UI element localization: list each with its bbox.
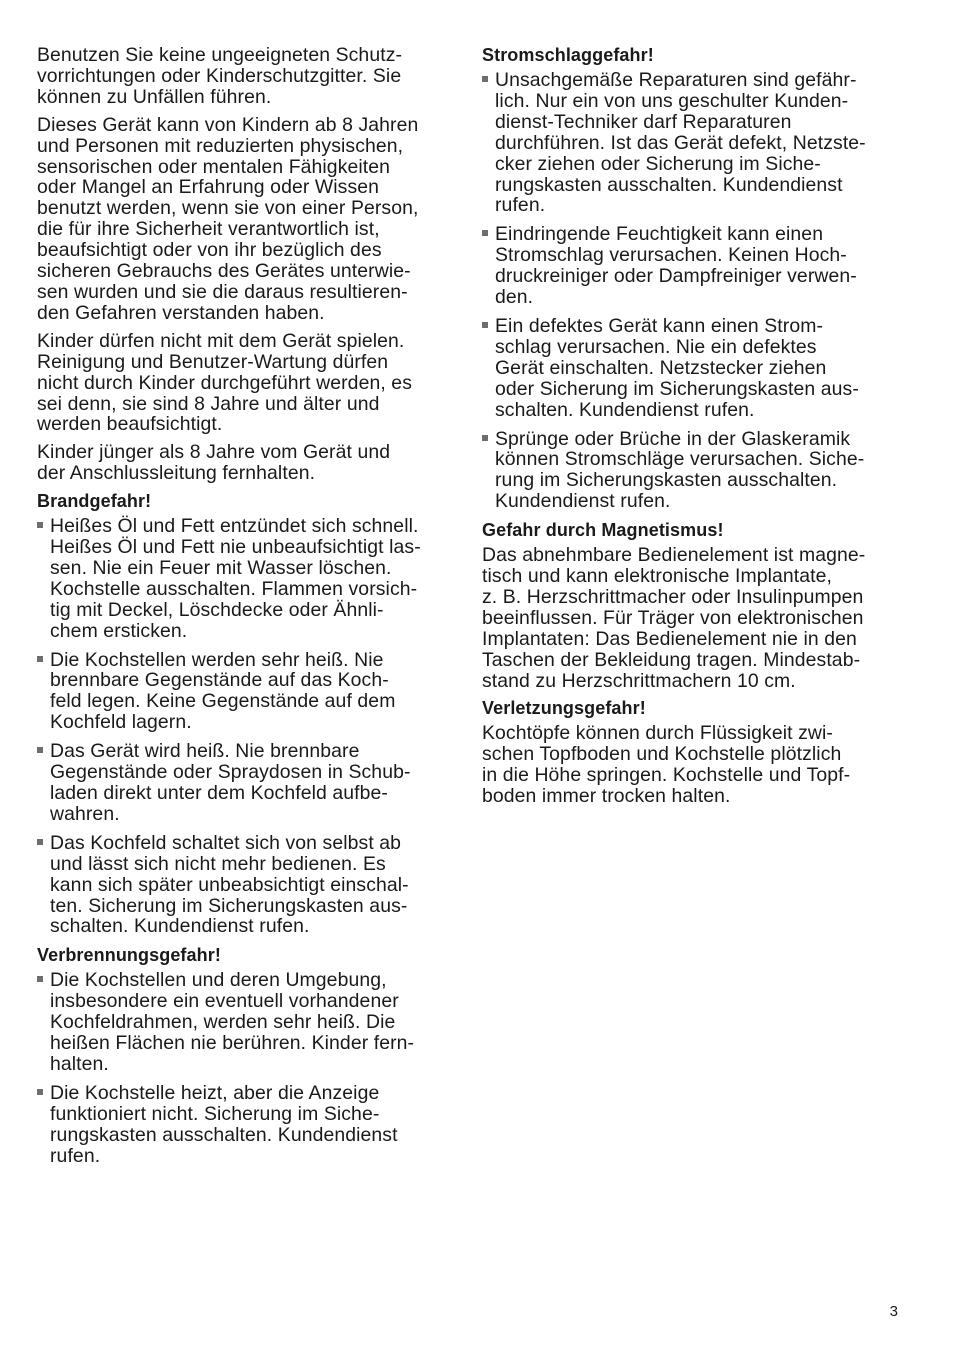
bullet-icon [37,522,43,528]
list-item: Ein defektes Gerät kann einen Strom- schlag verursachen. Nie ein defektes Gerät einschalten. Netzstecker ziehen oder Sicherung im Sicherungskasten aus- schalten. Kundendienst rufen. [482,316,910,421]
verletzungsgefahr-heading: Verletzungsgefahr! [482,698,646,719]
page-number: 3 [889,1303,898,1320]
list-item: Das Gerät wird heiß. Nie brennbare Gegenstände oder Spraydosen in Schub- laden direkt unter dem Kochfeld aufbe- wahren. [37,741,461,825]
bullet-icon [482,230,488,236]
intro-paragraph-3: Kinder dürfen nicht mit dem Gerät spielen. Reinigung und Benutzer-Wartung dürfen nicht durch Kinder durchgeführt werden, es sei denn, sie sind 8 Jahre und älter und werden beaufsichtigt. [37,329,412,436]
list-item: Unsachgemäße Reparaturen sind gefähr- lich. Nur ein von uns geschulter Kunden- dienst-Techniker darf Reparaturen durchführen. Ist das Gerät defekt, Netzste- cker ziehen oder Sicherung im Siche- rungskasten ausschalten. Kundendienst rufen. [482,70,910,216]
list-item: Heißes Öl und Fett entzündet sich schnell. Heißes Öl und Fett nie unbeaufsichtigt las- sen. Nie ein Feuer mit Wasser löschen. Kochstelle ausschalten. Flammen vorsich- tig mit Deckel, Löschdecke oder Ähnli- chem ersticken. [37,516,461,641]
stromschlaggefahr-list [482,70,910,512]
intro-paragraph-2: Dieses Gerät kann von Kindern ab 8 Jahren und Personen mit reduzierten physischen, sensorischen oder mentalen Fähigkeiten oder Mangel an Erfahrung oder Wissen benutzt werden, wenn sie von einer Person, die für ihre Sicherheit verantwortlich ist, beaufsichtigt oder von ihr bezüglich des sicheren Gebrauchs des Gerätes unterwie- sen wurden und sie die daraus resultieren- den Gefahren verstanden haben. [37,113,419,324]
bullet-icon [482,322,488,328]
brandgefahr-heading: Brandgefahr! [37,491,152,512]
verbrennungsgefahr-heading: Verbrennungsgefahr! [37,945,221,966]
stromschlaggefahr-heading: Stromschlaggefahr! [482,45,654,65]
intro-text [37,45,461,484]
bullet-icon [482,76,488,82]
bullet-icon [37,747,43,753]
brandgefahr-list [37,516,461,937]
magnetismus-heading: Gefahr durch Magnetismus! [482,520,724,541]
list-item: Die Kochstelle heizt, aber die Anzeige funktioniert nicht. Sicherung im Siche- rungskasten ausschalten. Kundendienst rufen. [37,1083,461,1167]
intro-paragraph-4: Kinder jünger als 8 Jahre vom Gerät und der Anschlussleitung fernhalten. [37,441,391,485]
list-item: Die Kochstellen und deren Umgebung, insbesondere ein eventuell vorhandener Kochfeldrahmen, werden sehr heiß. Die heißen Flächen nie berühren. Kinder fern- halten. [37,970,461,1075]
magnetismus-paragraph: Das abnehmbare Bedienelement ist magne- tisch und kann elektronische Implantate, z. B. Herzschrittmacher oder Insulinpumpen beeinflussen. Für Träger von elektronischen Implantaten: Das Bedienelement nie in den Taschen der Bekleidung tragen. Mindestab- stand zu Herzschrittmachern 10 cm. [482,544,866,692]
list-item: Das Kochfeld schaltet sich von selbst ab und lässt sich nicht mehr bedienen. Es kann sich später unbeabsichtigt einschal- ten. Sicherung im Sicherungskasten aus- schalten. Kundendienst rufen. [37,833,461,938]
list-item: Sprünge oder Brüche in der Glaskeramik können Stromschläge verursachen. Siche- rung im Sicherungskasten ausschalten. Kundendienst rufen. [482,429,910,513]
list-item: Die Kochstellen werden sehr heiß. Nie brennbare Gegenstände auf das Koch- feld legen. Keine Gegenstände auf dem Kochfeld lagern. [37,650,461,734]
intro-paragraph-1: Benutzen Sie keine ungeeigneten Schutz- vorrichtungen oder Kinderschutzgitter. Sie können zu Unfällen führen. [37,44,403,108]
list-item: Eindringende Feuchtigkeit kann einen Stromschlag verursachen. Keinen Hoch- druckreiniger oder Dampfreiniger verwen- den. [482,224,910,308]
verbrennungsgefahr-list [37,970,461,1166]
bullet-icon [482,435,488,441]
left-column [37,45,461,1175]
bullet-icon [37,839,43,845]
bullet-icon [37,656,43,662]
right-column [482,45,910,814]
verletzungsgefahr-paragraph: Kochtöpfe können durch Flüssigkeit zwi- schen Topfboden und Kochstelle plötzlich in die Höhe springen. Kochstelle und Topf- boden immer trocken halten. [482,722,851,808]
bullet-icon [37,976,43,982]
bullet-icon [37,1089,43,1095]
